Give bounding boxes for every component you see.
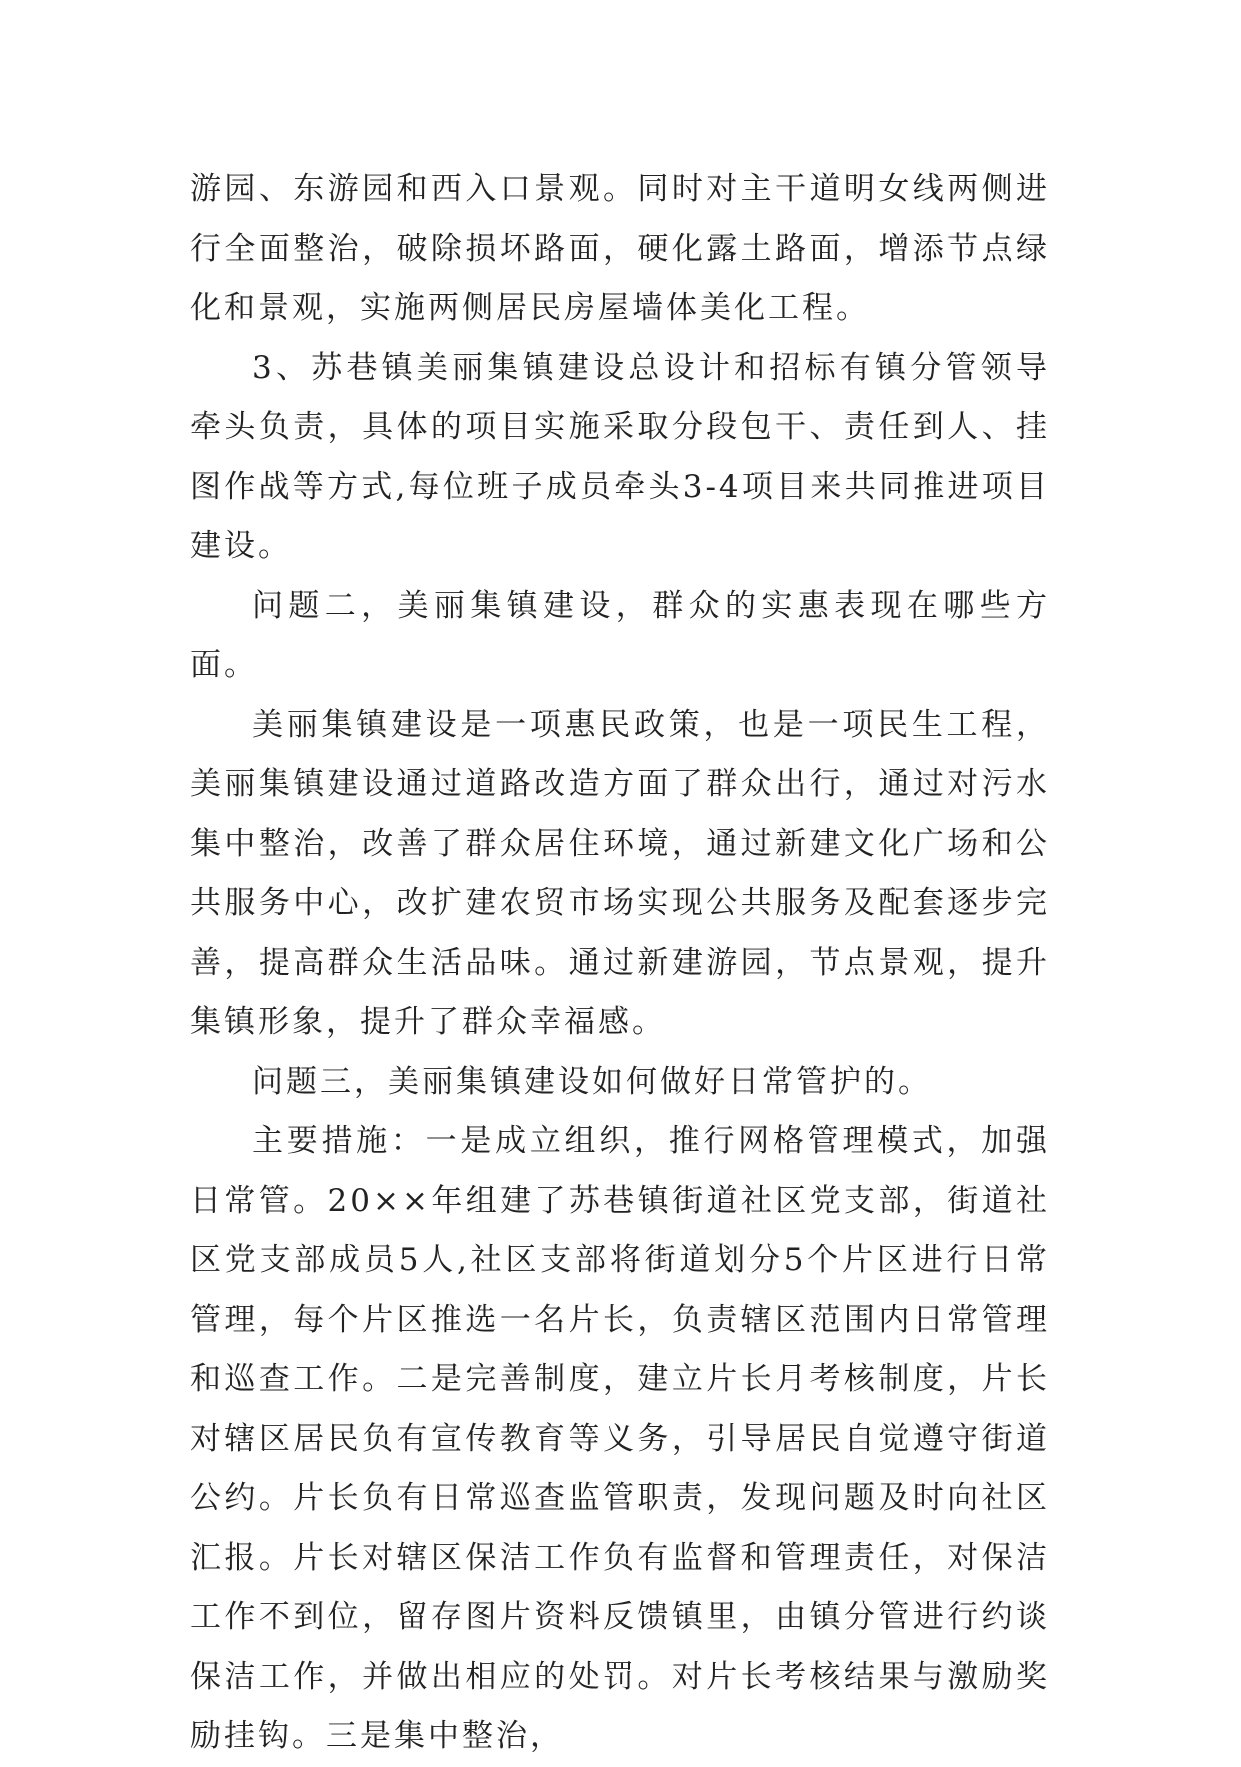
paragraph-3-question-two: 问题二，美丽集镇建设，群众的实惠表现在哪些方面。 bbox=[190, 587, 1050, 683]
paragraph-2: 3、苏巷镇美丽集镇建设总设计和招标有镇分管领导牵头负责，具体的项目实施采取分段包干、责任到人、挂图作战等方式,每位班子成员牵头3-4项目来共同推进项目建设。 bbox=[190, 349, 1050, 564]
paragraph-6: 主要措施：一是成立组织，推行网格管理模式，加强日常管。20××年组建了苏巷镇街道社区党支部，街道社区党支部成员5人,社区支部将街道划分5个片区进行日常管理，每个片区推选一名片长，负责辖区范围内日常管理和巡查工作。二是完善制度，建立片长月考核制度，片长对辖区居民负有宣传教育等义务，引导居民自觉遵守街道公约。片长负有日常巡查监管职责，发现问题及时向社区汇报。片长对辖区保洁工作负有监督和管理责任，对保洁工作不到位，留存图片资料反馈镇里，由镇分管进行约谈保洁工作，并做出相应的处罚。对片长考核结果与激励奖励挂钩。三是集中整治， bbox=[190, 1123, 1050, 1754]
paragraph-1: 游园、东游园和西入口景观。同时对主干道明女线两侧进行全面整治，破除损坏路面，硬化露土路面，增添节点绿化和景观，实施两侧居民房屋墙体美化工程。 bbox=[190, 171, 1050, 326]
paragraph-5-question-three: 问题三，美丽集镇建设如何做好日常管护的。 bbox=[252, 1063, 932, 1100]
document-body bbox=[190, 160, 1050, 1767]
paragraph-4: 美丽集镇建设是一项惠民政策，也是一项民生工程，美丽集镇建设通过道路改造方面了群众出行，通过对污水集中整治，改善了群众居住环境，通过新建文化广场和公共服务中心，改扩建农贸市场实现公共服务及配套逐步完善，提高群众生活品味。通过新建游园，节点景观，提升集镇形象，提升了群众幸福感。 bbox=[190, 706, 1050, 1040]
